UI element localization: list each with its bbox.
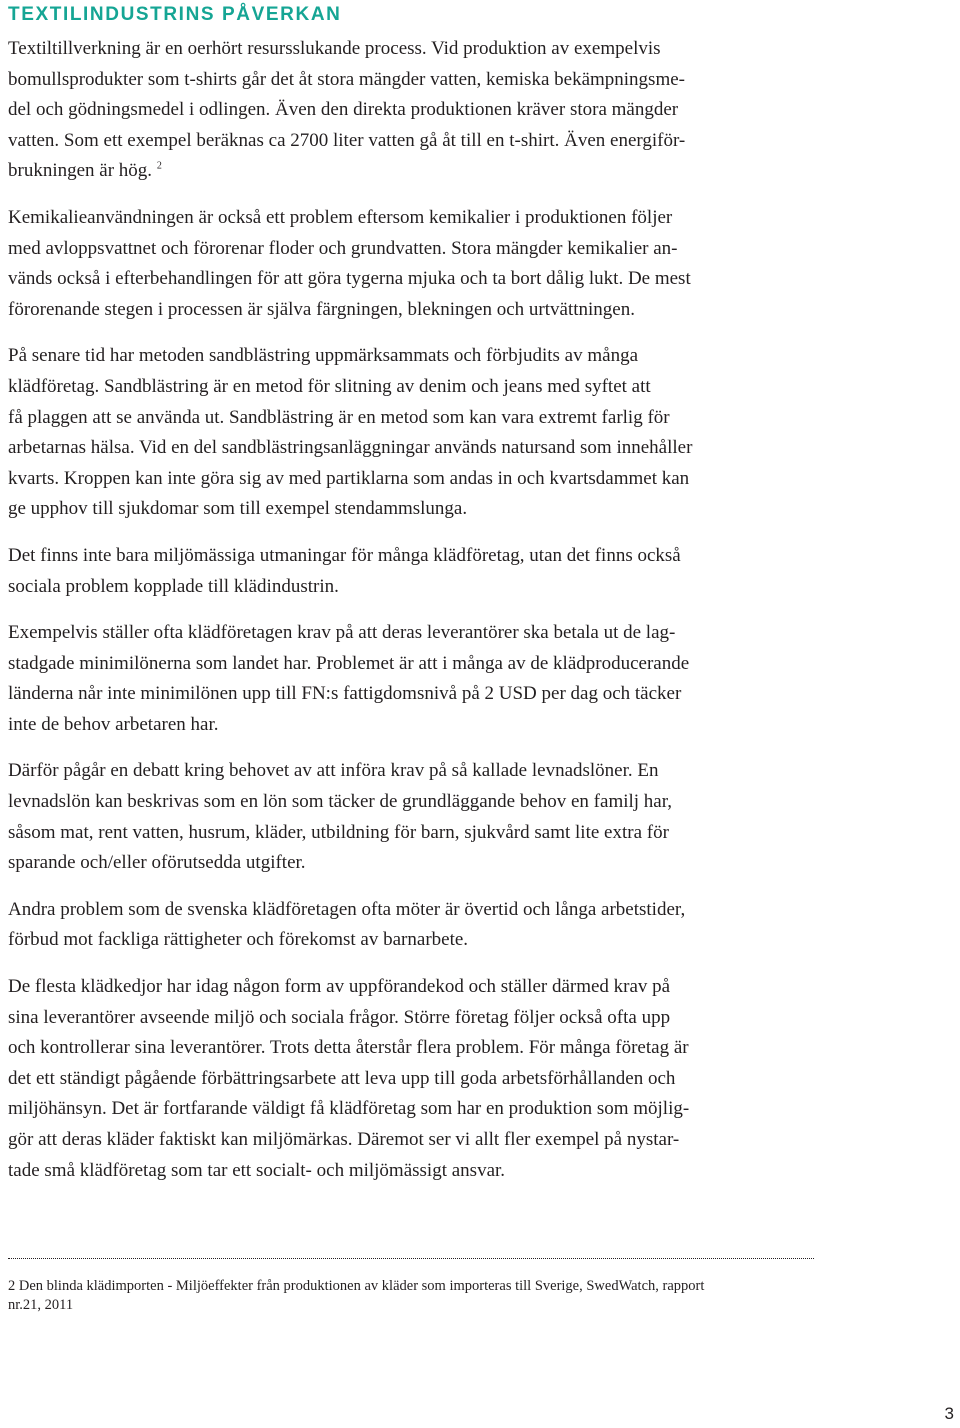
text-line: länderna når inte minimilönen upp till FN:s fattigdomsnivå på 2 USD per dag och täcker [8, 683, 682, 705]
text-line: stadgade minimilönerna som landet har. Problemet är att i många av de klädproducerande [8, 652, 690, 674]
section-heading: TEXTILINDUSTRINS PÅVERKAN [8, 4, 342, 25]
text-line: miljöhänsyn. Det är fortfarande väldigt få klädföretag som har en produktion som möjlig- [8, 1098, 690, 1120]
text-line: gör att deras kläder faktiskt kan miljömärkas. Däremot ser vi allt fler exempel på nystar- [8, 1129, 680, 1150]
text-line: Exempelvis ställer ofta klädföretagen krav på att deras leverantörer ska betala ut de lag- [8, 622, 676, 644]
text-line: Andra problem som de svenska klädföretagen ofta möter är övertid och långa arbetstider, [8, 898, 686, 920]
paragraph [8, 756, 828, 878]
footnote-line: nr.21, 2011 [8, 1297, 74, 1313]
page-number: 3 [944, 1404, 954, 1423]
text-line: arbetarnas hälsa. Vid en del sandblästringsanläggningar används natursand som innehåller [8, 437, 693, 459]
text-line: med avloppsvattnet och förorenar floder och grundvatten. Stora mängder kemikalier an- [8, 237, 678, 259]
text-line: det ett ständigt pågående förbättringsarbete att leva upp till goda arbetsförhållanden och [8, 1067, 676, 1089]
text-line: förbud mot fackliga rättigheter och förekomst av barnarbete. [8, 929, 469, 951]
text-line: sparande och/eller oförutsedda utgifter. [8, 852, 306, 874]
footnote-line: 2 Den blinda klädimporten - Miljöeffekter från produktionen av kläder som importeras till Sverige, SwedWatch, rapport [8, 1278, 705, 1294]
paragraph [8, 541, 828, 602]
text-line: Textiltillverkning är en oerhört resursslukande process. Vid produktion av exempelvis [8, 38, 661, 59]
paragraph [8, 618, 828, 740]
footnote [8, 1277, 828, 1315]
footnote-reference: 2 [156, 161, 162, 173]
text-line: ge upphov till sjukdomar som till exempel stendammslunga. [8, 498, 468, 520]
text-line: bomullsprodukter som t-shirts går det åt stora mängder vatten, kemiska bekämpningsme- [8, 68, 685, 90]
text-line: Kemikalieanvändningen är också ett problem eftersom kemikalier i produktionen följer [8, 206, 673, 228]
text-line: vatten. Som ett exempel beräknas ca 2700 liter vatten gå åt till en t-shirt. Även energiför- [8, 129, 686, 151]
text-line: förorenande stegen i processen är själva färgningen, blekningen och urtvättningen. [8, 298, 635, 320]
text-line: kvarts. Kroppen kan inte göra sig av med partiklarna som andas in och kvartsdammet kan [8, 467, 690, 489]
paragraph [8, 895, 828, 956]
text-line: Det finns inte bara miljömässiga utmaningar för många klädföretag, utan det finns också [8, 544, 681, 566]
text-line: inte de behov arbetaren har. [8, 713, 219, 735]
text-line: klädföretag. Sandblästring är en metod för slitning av denim och jeans med syftet att [8, 375, 651, 397]
text-line: De flesta klädkedjor har idag någon form av uppförandekod och ställer därmed krav på [8, 976, 671, 998]
text-line: få plaggen att se använda ut. Sandblästring är en metod som kan vara extremt farlig för [8, 406, 670, 428]
text-line: och kontrollerar sina leverantörer. Trots detta återstår flera problem. För många företag är [8, 1037, 689, 1059]
paragraph [8, 972, 828, 1186]
paragraph [8, 341, 828, 525]
paragraph [8, 203, 828, 325]
text-line: levnadslön kan beskrivas som en lön som täcker de grundläggande behov en familj har, [8, 791, 673, 813]
text-line: brukningen är hög. [8, 160, 153, 182]
text-line: Därför pågår en debatt kring behovet av att införa krav på så kallade levnadslöner. En [8, 760, 659, 782]
text-line: del och gödningsmedel i odlingen. Även den direkta produktionen kräver stora mängder [8, 99, 679, 121]
footnote-divider [8, 1258, 814, 1259]
text-line: vänds också i efterbehandlingen för att göra tygerna mjuka och ta bort dålig lukt. De mest [8, 268, 691, 290]
text-line: tade små klädföretag som tar ett socialt- och miljömässigt ansvar. [8, 1159, 506, 1181]
text-line: sociala problem kopplade till klädindustrin. [8, 575, 339, 597]
text-line: sina leverantörer avseende miljö och sociala frågor. Större företag följer också ofta upp [8, 1006, 671, 1028]
text-line: såsom mat, rent vatten, husrum, kläder, utbildning för barn, sjukvård samt lite extra för [8, 821, 669, 843]
text-line: På senare tid har metoden sandblästring uppmärksammats och förbjudits av många [8, 345, 639, 367]
text-line-with-footnote [8, 156, 828, 187]
body-text [8, 34, 828, 1202]
paragraph [8, 34, 828, 187]
